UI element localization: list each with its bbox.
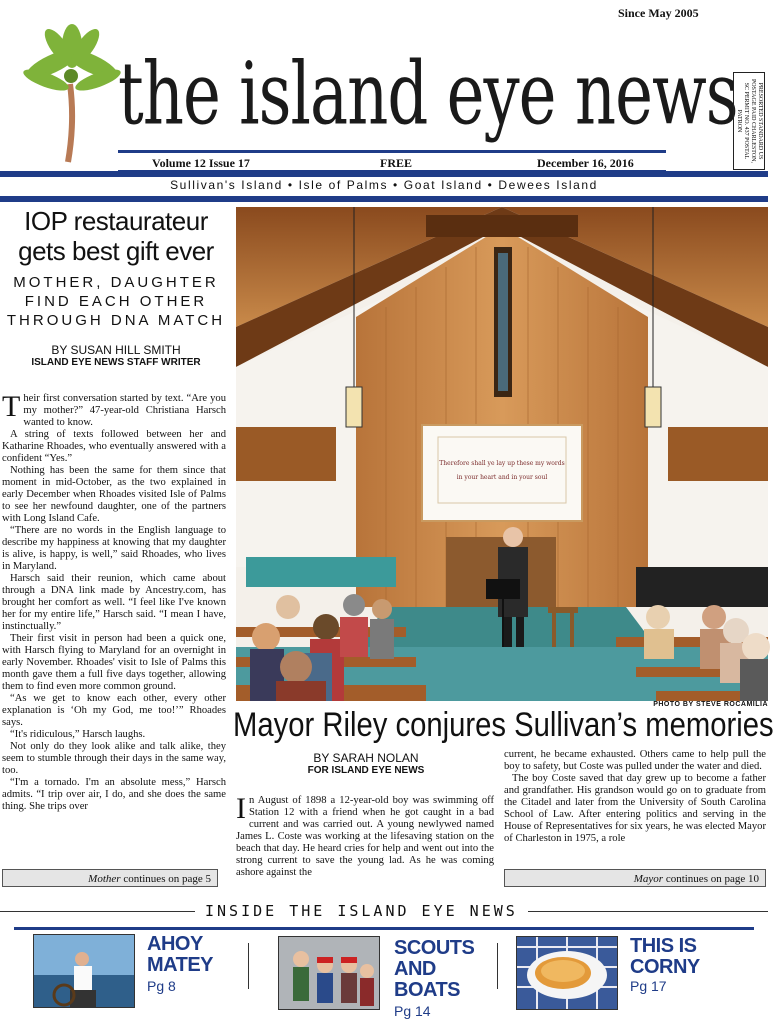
story2-continue-link[interactable]	[504, 869, 766, 887]
story1-paragraph: “It's ridiculous,” Harsch laughs.	[10, 729, 146, 740]
story1-paragraph: “There are no words in the English language to describe my happiness at knowing that my daughter is alive, is happy, is well,” said Rhoades, who lives in Maryland.	[2, 525, 226, 572]
inside-heading: INSIDE THE ISLAND EYE NEWS	[195, 902, 528, 920]
promo-corny-line1: THIS IS	[630, 935, 697, 957]
story2-byline-org: FOR ISLAND EYE NEWS	[307, 765, 425, 776]
promo-ahoy-title[interactable]	[147, 934, 213, 976]
promo-ahoy-line2: MATEY	[147, 954, 214, 976]
promo-corny-page[interactable]: Pg 17	[630, 978, 667, 994]
promo-scouts-line3: BOATS	[394, 979, 461, 1001]
promo-corny-title[interactable]	[630, 936, 700, 978]
story1-byline-org: ISLAND EYE NEWS STAFF WRITER	[31, 357, 201, 368]
story1-paragraph: Not only do they look alike and talk alike, they seem to stumble through their days in the same way, too.	[2, 741, 226, 776]
story1-continue-link[interactable]	[2, 869, 218, 887]
story2-headline[interactable]: Mayor Riley conjures Sullivan’s memories	[233, 706, 774, 744]
scouts-thumbnail[interactable]	[278, 936, 380, 1010]
story1-dropcap: T	[2, 390, 21, 423]
story1-continue-word: Mother	[88, 873, 121, 885]
story2-col2-para1: current, he became exhausted. Others came to help pull the boy to safety, but Coste was pulled under the water and died.	[504, 749, 766, 772]
story1-paragraph: “As we get to know each other, every other explanation is ‘Oh my God, me too!’” Rhoades says.	[2, 693, 226, 728]
promo-scouts-line2: AND	[394, 958, 436, 980]
story1-paragraph: Harsch said their reunion, which came about through a DNA link made by Ancestry.com, has brought her comfort as well. “I feel like I've known her for my entire life,” Harsch said. “I mean I have, instinctually.”	[2, 573, 226, 632]
story2-byline: BY SARAH NOLAN	[313, 751, 419, 765]
church-interior-photo[interactable]	[236, 207, 768, 701]
story1-headline[interactable]: IOP restaurateur gets best gift ever	[18, 206, 214, 266]
story2-column-1	[236, 792, 494, 878]
story2-col2-para2: The boy Coste saved that day grew up to become a father and grandfather. His grandson would go on to graduate from the Citadel and later from the University of South Carolina School of Law. After entering politics and serving in the House of Representatives for six years, he was elected Mayor of Charleston in 1975, a role	[504, 773, 766, 844]
issue-volume: Volume 12 Issue 17	[152, 156, 250, 170]
inside-blue-rule	[14, 927, 754, 930]
story2-dropcap: I	[236, 792, 246, 825]
postal-indicia-text: PRESORTED STANDARD US POSTAGE PAID CHARLESTON, SC PERMIT NO. 437 POSTAL PATRON	[736, 78, 763, 164]
masthead-rule	[118, 150, 666, 153]
promo-scouts-title[interactable]	[394, 938, 474, 1001]
palm-tree-logo	[22, 24, 122, 164]
story1-paragraph: A string of texts followed between her and Katharine Rhoades, who eventually answered with a confident “Yes.”	[2, 429, 226, 464]
story1-paragraph: Nothing has been the same for them since that moment in mid-October, as the two explained in early December when Rhoades visited Isle of Palms to see her newfound daughter, one of the partners with Long Island Cafe.	[2, 465, 226, 524]
story1-body	[2, 390, 226, 863]
issue-price: FREE	[380, 156, 413, 170]
postal-indicia	[733, 72, 765, 170]
story2-column-2	[504, 749, 766, 867]
blue-band-bottom	[0, 196, 768, 202]
promo-scouts-line1: SCOUTS	[394, 937, 475, 959]
promo-corny-line2: CORNY	[630, 956, 700, 978]
story2-continue-text: continues on page 10	[663, 873, 759, 885]
story2-col1-text: n August of 1898 a 12-year-old boy was swimming off Station 12 with a friend when he got caught in a bad current and was carried out. A young newlywed named James L. Coste was working at the lifesaving station on the beach that day. He heard cries for help and went out into the strong current to save the young lad. As he was coming ashore against the	[236, 795, 494, 878]
story1-paragraph: “I'm a tornado. I'm an absolute mess,” Harsch admits. “I trip over air, I do, and she does the same thing. She trips over	[2, 777, 226, 812]
cornbread-thumbnail[interactable]	[516, 936, 618, 1010]
promo-scouts-page[interactable]: Pg 14	[394, 1003, 431, 1019]
story1-subhead: MOTHER, DAUGHTER FIND EACH OTHER THROUGH DNA MATCH	[6, 274, 226, 329]
story1-byline: BY SUSAN HILL SMITH	[51, 343, 181, 357]
issue-date: December 16, 2016	[537, 156, 634, 170]
story1-paragraph: Their first visit in person had been a quick one, with Harsch flying to Maryland for an overnight in early November. Rhoades' visit to Isle of Palms this month gave them a full five days together, allowing them to find even more common ground.	[2, 633, 226, 692]
banner-text-2: in your heart and in your soul	[456, 474, 548, 481]
promo-separator	[497, 943, 498, 989]
islands-nav: Sullivan's Island • Isle of Palms • Goat Island • Dewees Island	[170, 178, 598, 192]
promo-ahoy-page[interactable]: Pg 8	[147, 978, 176, 994]
promo-separator	[248, 943, 249, 989]
story2-continue-word: Mayor	[633, 873, 664, 885]
promo-ahoy-line1: AHOY	[147, 933, 203, 955]
story1-paragraph: heir first conversation started by text. “Are you my mother?” 47-year-old Christiana Harsch wanted to know.	[23, 393, 226, 428]
since-date: Since May 2005	[618, 6, 699, 20]
banner-text-1: Therefore shall ye lay up these my words	[439, 460, 565, 467]
newspaper-title: the island eye news	[118, 45, 738, 145]
photo-credit: PHOTO BY STEVE ROCAMILIA	[653, 701, 768, 708]
story1-continue-text: continues on page 5	[120, 873, 211, 885]
sailor-thumbnail[interactable]	[33, 934, 135, 1008]
blue-band-top	[0, 171, 768, 177]
